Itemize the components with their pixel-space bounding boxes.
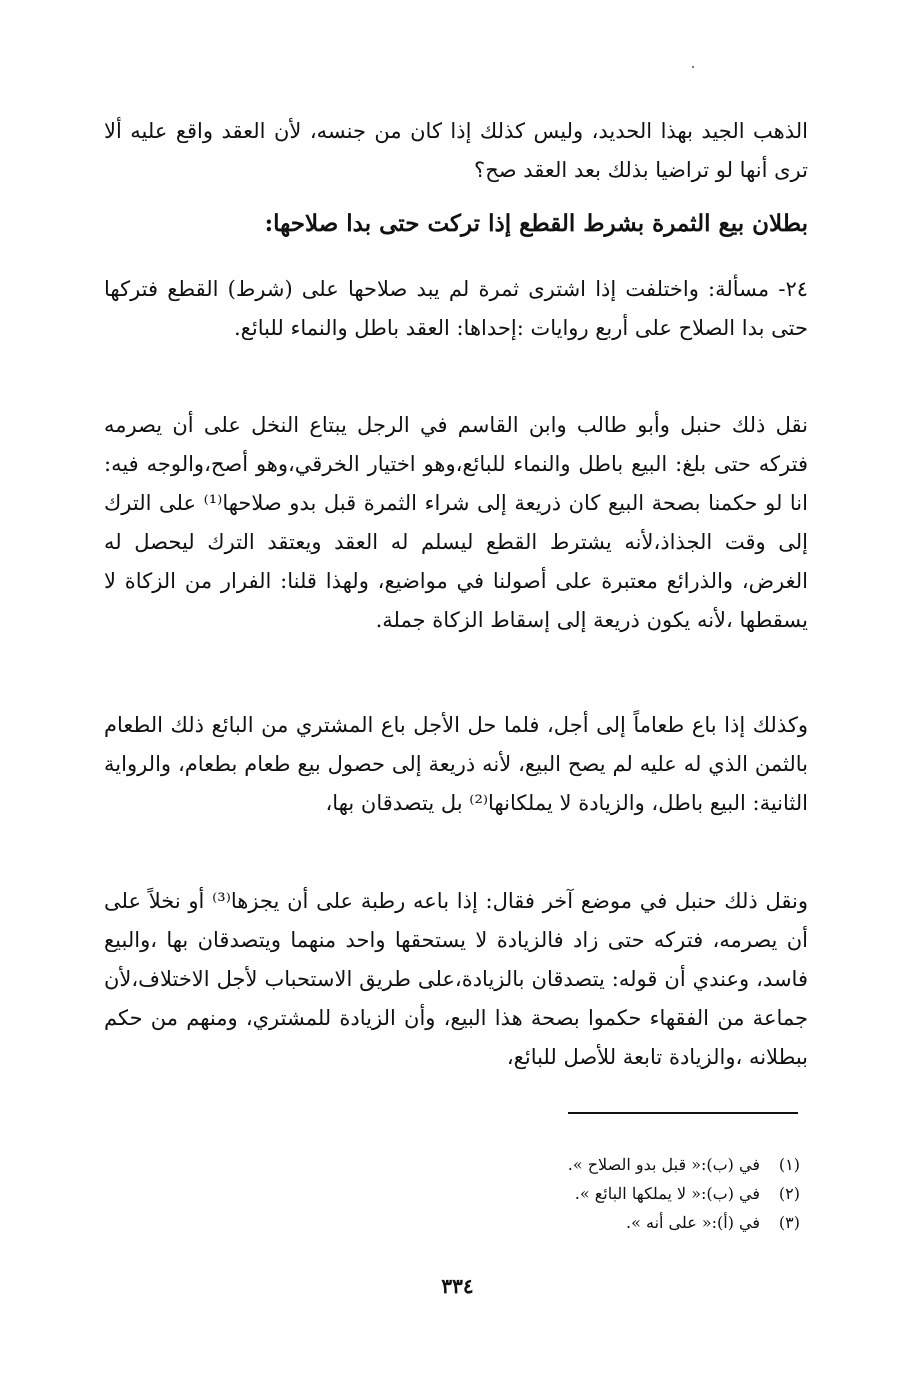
paragraph-second-report: ونقل ذلك حنبل في موضع آخر فقال: إذا باعه رطبة على أن يجزها⁽³⁾ أو نخلاً على أن يصرمه، فتركه حتى زاد فالزيادة لا يستحقها واحد منهما ويتصدقان بها ،والبيع فاسد، وعندي أن قوله: يتصدقان بالزيادة،على طريق الاستحباب لأجل الاختلاف،لأن جماعة من الفقهاء حكموا بصحة هذا البيع، وأن الزيادة للمشتري، ومنهم من حكم ببطلانه ،والزيادة تابعة للأصل للبائع،	[104, 889, 808, 1069]
footnote-number: (٢)	[778, 1184, 800, 1203]
footnote-divider	[568, 1112, 798, 1114]
speck-mark	[692, 66, 694, 68]
footnote-item	[480, 1179, 800, 1208]
footnote-number: (١)	[778, 1155, 800, 1174]
footnote-text: في (ب):« لا يملكها البائع ».	[574, 1184, 760, 1203]
footnote-number: (٣)	[778, 1213, 800, 1232]
footnote-text: في (أ):« على أنه ».	[626, 1213, 760, 1232]
paragraph-issue-24: ٢٤- مسألة: واختلفت إذا اشترى ثمرة لم يبد صلاحها على (شرط) القطع فتركها حتى بدا الصلاح على أربع روايات :إحداها: العقد باطل والنماء للبائع.	[104, 277, 808, 340]
paragraph-food-sale: وكذلك إذا باع طعاماً إلى أجل، فلما حل الأجل باع المشتري من البائع ذلك الطعام بالثمن الذي له عليه لم يصح البيع، لأنه ذريعة إلى حصول بيع طعام بطعام، والرواية الثانية: البيع باطل، والزيادة لا يملكانها⁽²⁾ بل يتصدقان بها،	[104, 713, 808, 815]
footnote-item	[480, 1150, 800, 1179]
section-heading: بطلان بيع الثمرة بشرط القطع إذا تركت حتى بدا صلاحها:	[264, 210, 808, 237]
paragraph-hanbal-report: نقل ذلك حنبل وأبو طالب وابن القاسم في الرجل يبتاع النخل على أن يصرمه فتركه حتى بلغ: البيع باطل والنماء للبائع،وهو اختيار الخرقي،وهو أصح،والوجه فيه: انا لو حكمنا بصحة البيع كان ذريعة إلى شراء الثمرة قبل بدو صلاحها⁽¹⁾ على الترك إلى وقت الجذاذ،لأنه يشترط القطع ليسلم له العقد ويعتقد الترك ليحصل له الغرض، والذرائع معتبرة على أصولنا في مواضيع، ولهذا قلنا: الفرار من الزكاة لا يسقطها ،لأنه يكون ذريعة إلى إسقاط الزكاة جملة.	[104, 413, 808, 632]
paragraph-intro: الذهب الجيد بهذا الحديد، وليس كذلك إذا كان من جنسه، لأن العقد واقع عليه ألا ترى أنها لو تراضيا بذلك بعد العقد صح؟	[104, 119, 808, 182]
footnotes-list	[480, 1150, 800, 1237]
footnote-item	[480, 1208, 800, 1237]
page-number: ٣٣٤	[441, 1274, 474, 1298]
footnote-text: في (ب):« قبل بدو الصلاح ».	[567, 1155, 760, 1174]
